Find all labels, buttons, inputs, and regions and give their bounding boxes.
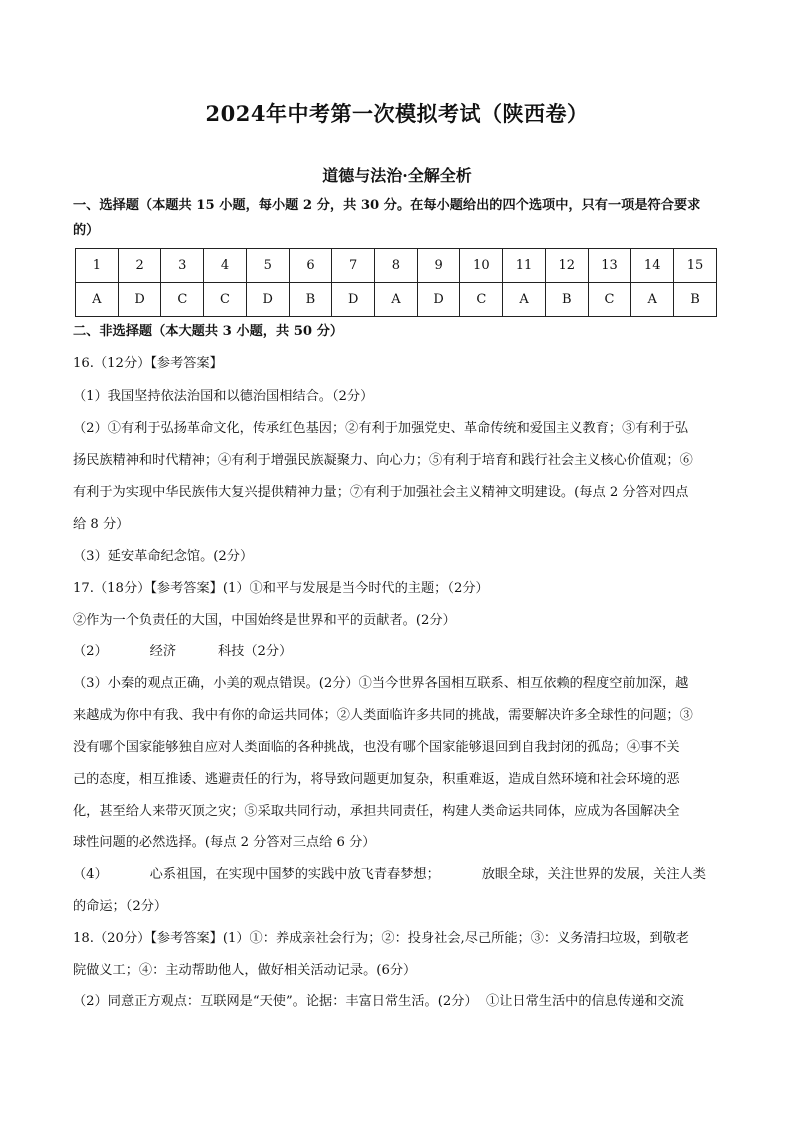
page-subtitle: 道德与法治·全解全析 xyxy=(322,166,472,185)
question-number: 9 xyxy=(417,249,460,283)
question-number: 13 xyxy=(588,249,631,283)
question-number: 15 xyxy=(674,249,717,283)
q16-header: 16.（12分）【参考答案】 xyxy=(73,356,223,371)
q17-part3-line1: （3）小秦的观点正确，小美的观点错误。(2分）①当今世界各国相互联系、相互依赖的程度空前加深，越 xyxy=(73,676,689,691)
question-number: 5 xyxy=(246,249,289,283)
answer-cell: B xyxy=(545,283,588,317)
q16-part2-line3: 有利于为实现中华民族伟大复兴提供精神力量；⑦有利于加强社会主义精神文明建设。(每点 2 分答对四点 xyxy=(73,485,689,500)
answer-cell: D xyxy=(118,283,161,317)
answer-cell: D xyxy=(417,283,460,317)
q17-part3-line5: 化，甚至给人来带灭顶之灾；⑤采取共同行动，承担共同责任，构建人类命运共同体，应成为各国解决全 xyxy=(73,804,680,819)
answer-cell: C xyxy=(161,283,204,317)
answer-cell: B xyxy=(674,283,717,317)
question-number: 3 xyxy=(161,249,204,283)
section2-header: 二、非选择题（本大题共 3 小题，共 50 分） xyxy=(73,324,344,339)
question-number: 11 xyxy=(503,249,546,283)
q16-part2-line2: 扬民族精神和时代精神；④有利于增强民族凝聚力、向心力；⑤有利于培育和践行社会主义核心价值观；⑥ xyxy=(73,453,693,468)
q18-header: 18.（20分）【参考答案】(1）①：养成亲社会行为；②：投身社会,尽己所能；③：义务清扫垃圾，到敬老 xyxy=(73,931,689,946)
question-number: 8 xyxy=(375,249,418,283)
answer-cell: A xyxy=(375,283,418,317)
q17-part4-line2: 的命运；（2分） xyxy=(73,899,168,914)
answer-cell: B xyxy=(289,283,332,317)
question-number: 12 xyxy=(545,249,588,283)
question-number: 10 xyxy=(460,249,503,283)
answer-table xyxy=(75,248,717,317)
answer-cell: A xyxy=(631,283,674,317)
question-number: 2 xyxy=(118,249,161,283)
q16-part1: （1）我国坚持依法治国和以德治国相结合。（2分） xyxy=(73,389,374,404)
question-number: 6 xyxy=(289,249,332,283)
q17-part2: （2） 经济 科技（2分） xyxy=(73,644,293,659)
question-number: 4 xyxy=(204,249,247,283)
answer-table-numbers-row xyxy=(76,249,717,283)
section1-header: 一、选择题（本题共 15 小题，每小题 2 分，共 30 分。在每小题给出的四个选项中，只有一项是符合要求 xyxy=(73,198,701,213)
answer-cell: C xyxy=(588,283,631,317)
q17-part1-line2: ②作为一个负责任的大国，中国始终是世界和平的贡献者。(2分） xyxy=(73,613,456,628)
q17-part3-line6: 球性问题的必然选择。(每点 2 分答对三点给 6 分） xyxy=(73,835,376,850)
question-number: 1 xyxy=(76,249,119,283)
answer-table-answers-row xyxy=(76,283,717,317)
q18-part2-line1: （2）同意正方观点：互联网是“天使”。论据：丰富日常生活。(2分） ①让日常生活中的信息传递和交流 xyxy=(73,994,684,1009)
question-number: 7 xyxy=(332,249,375,283)
page-title: 2024年中考第一次模拟考试（陕西卷） xyxy=(205,101,589,126)
answer-cell: A xyxy=(503,283,546,317)
answer-cell: D xyxy=(332,283,375,317)
q18-part1-line2: 院做义工；④：主动帮助他人，做好相关活动记录。(6分） xyxy=(73,963,417,978)
q16-part3: （3）延安革命纪念馆。(2分） xyxy=(73,549,254,564)
answer-cell: A xyxy=(76,283,119,317)
q17-header: 17.（18分）【参考答案】(1）①和平与发展是当今时代的主题；（2分） xyxy=(73,581,489,596)
answer-cell: C xyxy=(460,283,503,317)
question-number: 14 xyxy=(631,249,674,283)
q16-part2-line1: （2）①有利于弘扬革命文化，传承红色基因；②有利于加强党史、革命传统和爱国主义教育；③有利于弘 xyxy=(73,421,689,436)
q17-part3-line4: 己的态度，相互推诿、逃避责任的行为，将导致问题更加复杂，积重难返，造成自然环境和社会环境的恶 xyxy=(73,772,680,787)
q17-part3-line3: 没有哪个国家能够独自应对人类面临的各种挑战，也没有哪个国家能够退回到自我封闭的孤岛；④事不关 xyxy=(73,740,680,755)
answer-cell: D xyxy=(246,283,289,317)
q16-part2-line4: 给 8 分） xyxy=(73,517,130,532)
q17-part3-line2: 来越成为你中有我、我中有你的命运共同体；②人类面临许多共同的挑战，需要解决许多全球性的问题；③ xyxy=(73,708,693,723)
section1-header-cont: 的） xyxy=(73,223,100,238)
answer-cell: C xyxy=(204,283,247,317)
q17-part4-line1: （4） 心系祖国，在实现中国梦的实践中放飞青春梦想； 放眼全球，关注世界的发展，关注人类 xyxy=(73,867,706,882)
